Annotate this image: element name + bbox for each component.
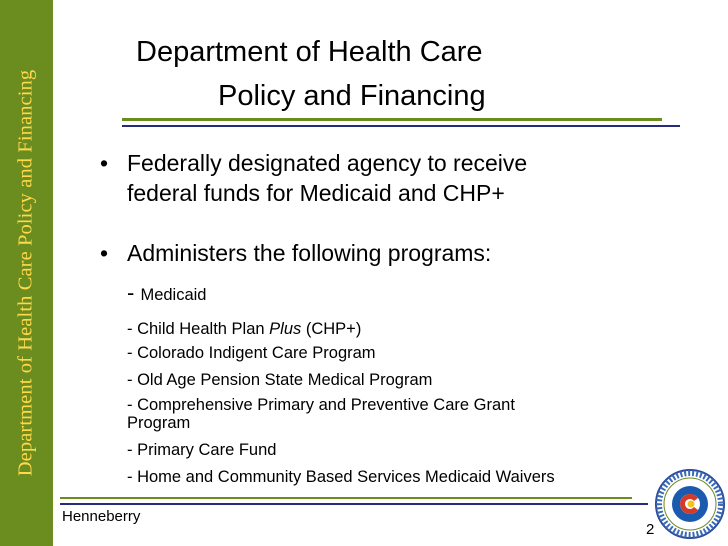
page-number: 2 <box>646 521 655 538</box>
bullet-line-1: Federally designated agency to receive <box>127 150 528 176</box>
bullet-icon: • <box>100 150 109 176</box>
title-divider-navy <box>122 125 680 127</box>
program-hcbs: - Home and Community Based Services Medicaid Waivers <box>127 468 555 486</box>
footer-author: Henneberry <box>62 508 141 525</box>
program-oap: - Old Age Pension State Medical Program <box>127 371 433 389</box>
sidebar-banner <box>0 0 53 546</box>
program-cicp: - Colorado Indigent Care Program <box>127 344 376 362</box>
title-line-1: Department of Health Care <box>136 36 483 68</box>
bullet-icon: • <box>100 240 109 266</box>
footer-divider-green <box>60 497 632 499</box>
program-grant-line-1: - Comprehensive Primary and Preventive Care Grant <box>127 396 515 414</box>
program-pcf: - Primary Care Fund <box>127 441 277 459</box>
bullet-line-2: federal funds for Medicaid and CHP+ <box>127 180 505 206</box>
sidebar-title: Department of Health Care Policy and Financing <box>14 69 37 477</box>
agency-seal-logo <box>654 468 726 540</box>
program-medicaid: - Medicaid <box>127 280 207 305</box>
title-divider-green <box>122 118 662 121</box>
title-line-2: Policy and Financing <box>218 80 486 112</box>
program-grant-line-2: Program <box>127 414 191 432</box>
seal-gold-dot <box>688 501 695 508</box>
bullet-line-1: Administers the following programs: <box>127 240 492 266</box>
footer-divider-navy <box>60 503 648 505</box>
program-chp: - Child Health Plan Plus (CHP+) <box>127 320 362 338</box>
